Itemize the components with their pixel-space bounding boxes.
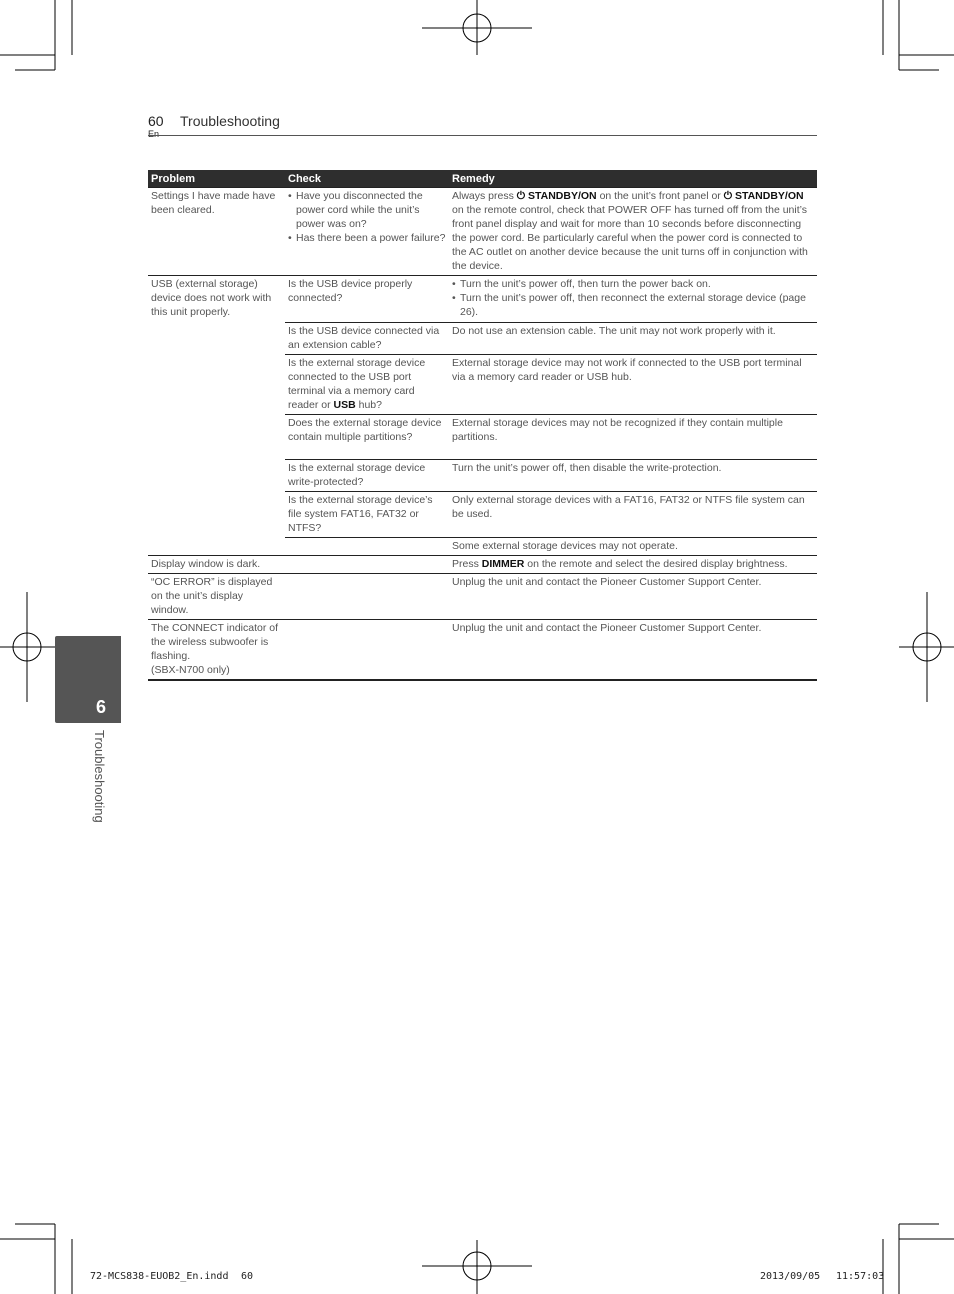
problem-cell: “OC ERROR” is displayed on the unit’s display window. bbox=[148, 574, 285, 620]
remedy-item: • Turn the unit’s power off, then reconnect the external storage device (page 26). bbox=[460, 291, 814, 319]
column-header-check: Check bbox=[285, 170, 449, 188]
problem-cell bbox=[148, 620, 285, 681]
check-cell bbox=[285, 574, 449, 620]
problem-cell: Display window is dark. bbox=[148, 556, 285, 574]
footer-file: 72-MCS838-EUOB2_En.indd bbox=[90, 1271, 229, 1282]
column-header-remedy: Remedy bbox=[449, 170, 817, 188]
standby-on-key: ⏻ STANDBY/ON bbox=[516, 190, 597, 202]
remedy-cell: Unplug the unit and contact the Pioneer Customer Support Center. bbox=[449, 574, 817, 620]
check-cell bbox=[285, 538, 449, 556]
troubleshooting-table bbox=[148, 170, 817, 681]
check-cell: Does the external storage device contain multiple partitions? bbox=[285, 415, 449, 460]
remedy-text: on the unit’s front panel or bbox=[596, 190, 724, 202]
remedy-cell: External storage devices may not be recognized if they contain multiple partitions. bbox=[449, 415, 817, 460]
remedy-cell: Some external storage devices may not operate. bbox=[449, 538, 817, 556]
header-rule bbox=[148, 135, 817, 136]
remedy-text: on the remote control, check that POWER OFF has turned off from the unit’s front panel display and wait for more than 10 seconds before disconnecting the power cord. Be particularly careful when the power cord is connected to the AC outlet on another device because the unit turns off in conjunction with the device. bbox=[452, 204, 808, 272]
remedy-item: • Turn the unit’s power off, then turn the power back on. bbox=[460, 277, 814, 291]
table-row bbox=[148, 188, 817, 276]
check-cell: Is the USB device connected via an extension cable? bbox=[285, 323, 449, 355]
footer-time: 11:57:03 bbox=[836, 1271, 885, 1282]
check-cell bbox=[285, 188, 449, 276]
check-item: • Have you disconnected the power cord while the unit’s power was on? bbox=[296, 189, 446, 231]
check-cell: Is the external storage device’s file system FAT16, FAT32 or NTFS? bbox=[285, 492, 449, 538]
check-cell bbox=[285, 556, 449, 574]
check-cell: Is the external storage device write-protected? bbox=[285, 460, 449, 492]
check-text: hub? bbox=[355, 399, 382, 411]
language-label: En bbox=[148, 129, 160, 139]
problem-text: The CONNECT indicator of the wireless subwoofer is flashing. bbox=[151, 622, 279, 662]
section-title: Troubleshooting bbox=[180, 113, 280, 129]
remedy-cell bbox=[449, 556, 817, 574]
table-row bbox=[148, 620, 817, 681]
chapter-tab-label: Troubleshooting bbox=[92, 730, 107, 823]
footer-page: 60 bbox=[241, 1271, 254, 1282]
footer-date: 2013/09/05 bbox=[760, 1271, 821, 1282]
table-header bbox=[148, 170, 817, 188]
problem-cell: USB (external storage) device does not work with this unit properly. bbox=[148, 276, 285, 556]
remedy-cell: Only external storage devices with a FAT16, FAT32 or NTFS file system can be used. bbox=[449, 492, 817, 538]
dimmer-key: DIMMER bbox=[481, 558, 525, 570]
remedy-text: Always press bbox=[452, 190, 517, 202]
check-cell bbox=[285, 355, 449, 415]
standby-on-key: ⏻ STANDBY/ON bbox=[723, 190, 804, 202]
remedy-cell bbox=[449, 276, 817, 323]
check-cell bbox=[285, 620, 449, 681]
problem-note: (SBX-N700 only) bbox=[151, 664, 230, 676]
problem-cell: Settings I have made have been cleared. bbox=[148, 188, 285, 276]
chapter-tab bbox=[55, 636, 121, 723]
table-row bbox=[148, 276, 817, 323]
check-text: Is the external storage device connected to the USB port terminal via a memory card reader or bbox=[288, 357, 426, 411]
table-row bbox=[148, 574, 817, 620]
remedy-cell: Do not use an extension cable. The unit may not work properly with it. bbox=[449, 323, 817, 355]
chapter-number: 6 bbox=[96, 697, 107, 717]
check-item: • Has there been a power failure? bbox=[296, 231, 446, 245]
remedy-cell: Unplug the unit and contact the Pioneer Customer Support Center. bbox=[449, 620, 817, 681]
remedy-cell: External storage device may not work if connected to the USB port terminal via a memory card reader or USB hub. bbox=[449, 355, 817, 415]
remedy-cell: Turn the unit’s power off, then disable the write-protection. bbox=[449, 460, 817, 492]
table-row bbox=[148, 556, 817, 574]
check-cell: Is the USB device properly connected? bbox=[285, 276, 449, 323]
usb-label: USB bbox=[333, 399, 356, 411]
remedy-cell bbox=[449, 188, 817, 276]
page-number: 60 bbox=[148, 113, 164, 129]
column-header-problem: Problem bbox=[148, 170, 285, 188]
remedy-text: on the remote and select the desired display brightness. bbox=[524, 558, 788, 570]
remedy-text: Press bbox=[452, 558, 482, 570]
